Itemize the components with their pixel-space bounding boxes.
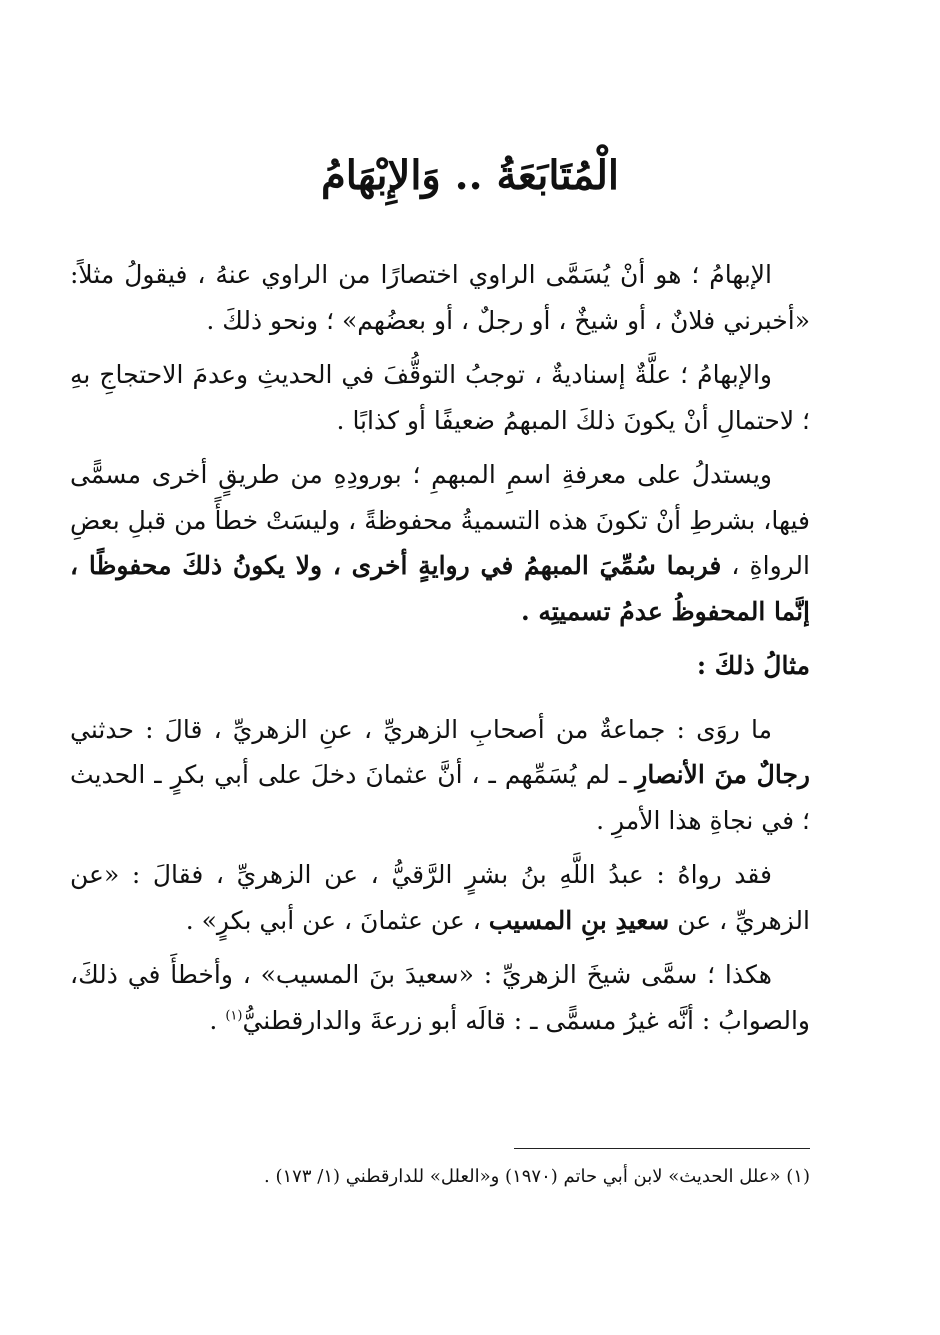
page-title: الْمُتَابَعَةُ .. وَالإِبْهَامُ [320,152,620,199]
footnote: (١) «علل الحديث» لابن أبي حاتم (١٩٧٠) و«العلل» للدارقطني (١/ ١٧٣) . [264,1166,810,1187]
paragraph-example-text-a: ما روَى : جماعةٌ من أصحابِ الزهريِّ ، عنِ الزهريِّ ، قالَ : حدثني [70,714,772,744]
paragraph-example [70,707,810,844]
paragraph-example-bold: رجالٌ منَ الأنصارِ [635,760,810,789]
body-text [70,252,810,1052]
paragraph-ruling: والإبهامُ ؛ علَّةٌ إسناديةٌ ، توجبُ التوقُّفَ في الحديثِ وعدمَ الاحتجاجِ بهِ ؛ لاحتمالِ أنْ يكونَ ذلكَ المبهمُ ضعيفًا أو كذابًا . [70,360,810,435]
paragraph-conclusion-text: هكذا ؛ سمَّى شيخَ الزهريِّ : «سعيدَ بنَ المسيب» ، وأخطأَ في ذلكَ، والصوابُ : أنَّه غيرُ مسمًّى ـ : قالَه أبو زرعةَ والدارقطنيُّ [70,960,810,1035]
paragraph-example-text-b: ـ لم يُسَمِّهم ـ ، أنَّ عثمانَ دخلَ على أبي بكرٍ ـ الحديث ؛ في نجاةِ هذا الأمرِ . [70,760,810,835]
example-heading: مثالُ ذلكَ : [696,651,810,680]
paragraph-narration-text-a: فقد رواهُ : عبدُ اللَّهِ بنُ بشرٍ الرَّقيُّ ، عن الزهريِّ ، فقالَ : «عن الزهريِّ ، عن [70,860,810,935]
paragraph-narration [70,852,810,943]
paragraph-conclusion: هكذا ؛ سمَّى شيخَ الزهريِّ : «سعيدَ بنَ المسيب» ، وأخطأَ في ذلكَ، والصوابُ : أنَّه غيرُ مسمًّى ـ : قالَه أبو زرعةَ والدارقطنيُّ$^{(١)}$ . [70,960,810,1035]
paragraph-identification-bold: فربما سُمِّيَ المبهمُ في روايةٍ أخرى ، ولا يكونُ ذلكَ محفوظًا ، إنَّما المحفوظُ عدمُ تسميتِه . [70,551,810,626]
paragraph-identification-text: ويستدلُ على معرفةِ اسمِ المبهمِ ؛ بورودِهِ من طريقٍ أخرى مسمًّى فيها، بشرطِ أنْ تكونَ هذه التسميةُ محفوظةً ، وليسَتْ خطأً من قبلِ بعضِ الرواةِ ، [70,460,810,580]
paragraph-narration-bold: سعيدِ بنِ المسيب [488,905,670,935]
footnote-reference[interactable]: (١) [225,1008,243,1024]
footnote-divider [514,1148,810,1149]
paragraph-definition: الإبهامُ ؛ هو أنْ يُسَمَّى الراوي اختصارًا من الراوي عنهُ ، فيقولُ مثلاً: «أخبرني فلانٌ ، أو شيخٌ ، أو رجلٌ ، أو بعضُهم» ؛ ونحو ذلكَ . [70,260,810,335]
paragraph-narration-text-b: ، عن عثمانَ ، عن أبي بكرٍ» . [185,905,481,935]
paragraph-identification [70,452,810,634]
